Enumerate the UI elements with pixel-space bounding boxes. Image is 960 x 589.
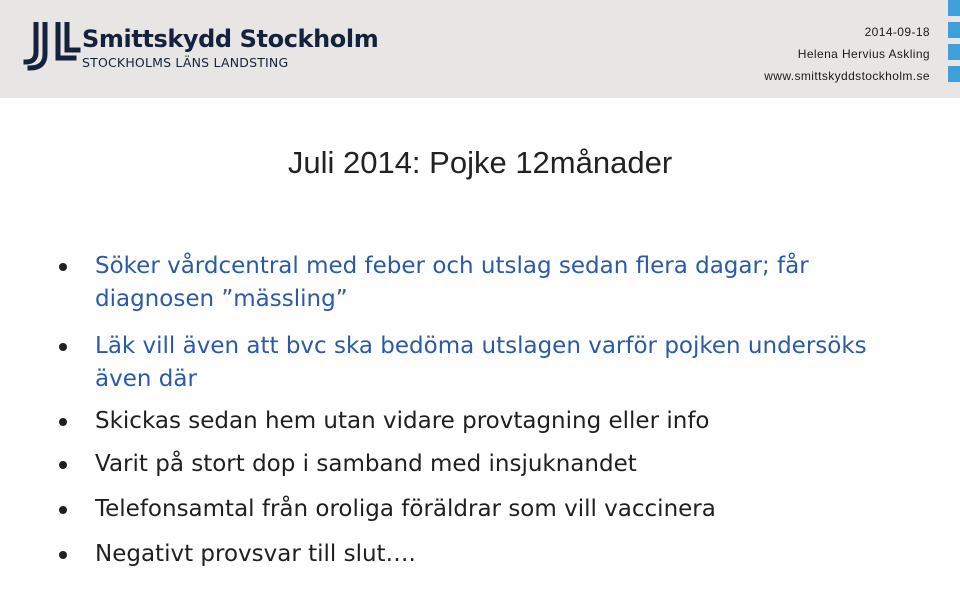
bullet-dot-icon — [59, 418, 67, 426]
bullet-item — [56, 405, 916, 438]
bullet-item — [56, 330, 916, 396]
org-subtitle: STOCKHOLMS LÄNS LANDSTING — [82, 55, 289, 70]
slide-author: Helena Hervius Askling — [797, 47, 930, 61]
bullet-dot-icon — [59, 506, 67, 514]
bullet-text: Söker vårdcentral med feber och utslag sedan flera dagar; får diagnosen ”mässling” — [95, 253, 809, 312]
bullet-text: Läk vill även att bvc ska bedöma utslagen varför pojken undersöks även där — [95, 333, 867, 392]
bullet-dot-icon — [59, 263, 67, 271]
bullet-dot-icon — [59, 551, 67, 559]
bullet-item — [56, 448, 916, 481]
bullet-text: Telefonsamtal från oroliga föräldrar som vill vaccinera — [95, 496, 716, 522]
bullet-dot-icon — [59, 461, 67, 469]
bullet-text: Negativt provsvar till slut…. — [95, 541, 416, 567]
bullet-list — [56, 250, 916, 583]
bullet-item — [56, 493, 916, 526]
slide-header — [0, 0, 960, 98]
org-name: Smittskydd Stockholm — [82, 25, 379, 53]
bullet-dot-icon — [59, 343, 67, 351]
bullet-item — [56, 538, 916, 571]
bullet-item — [56, 250, 916, 316]
slide-date: 2014-09-18 — [864, 25, 930, 39]
bullet-text: Skickas sedan hem utan vidare provtagning eller info — [95, 408, 710, 434]
slide-title: Juli 2014: Pojke 12månader — [287, 145, 673, 180]
bullet-text: Varit på stort dop i samband med insjuknandet — [95, 451, 637, 477]
org-url: www.smittskyddstockholm.se — [764, 69, 930, 83]
